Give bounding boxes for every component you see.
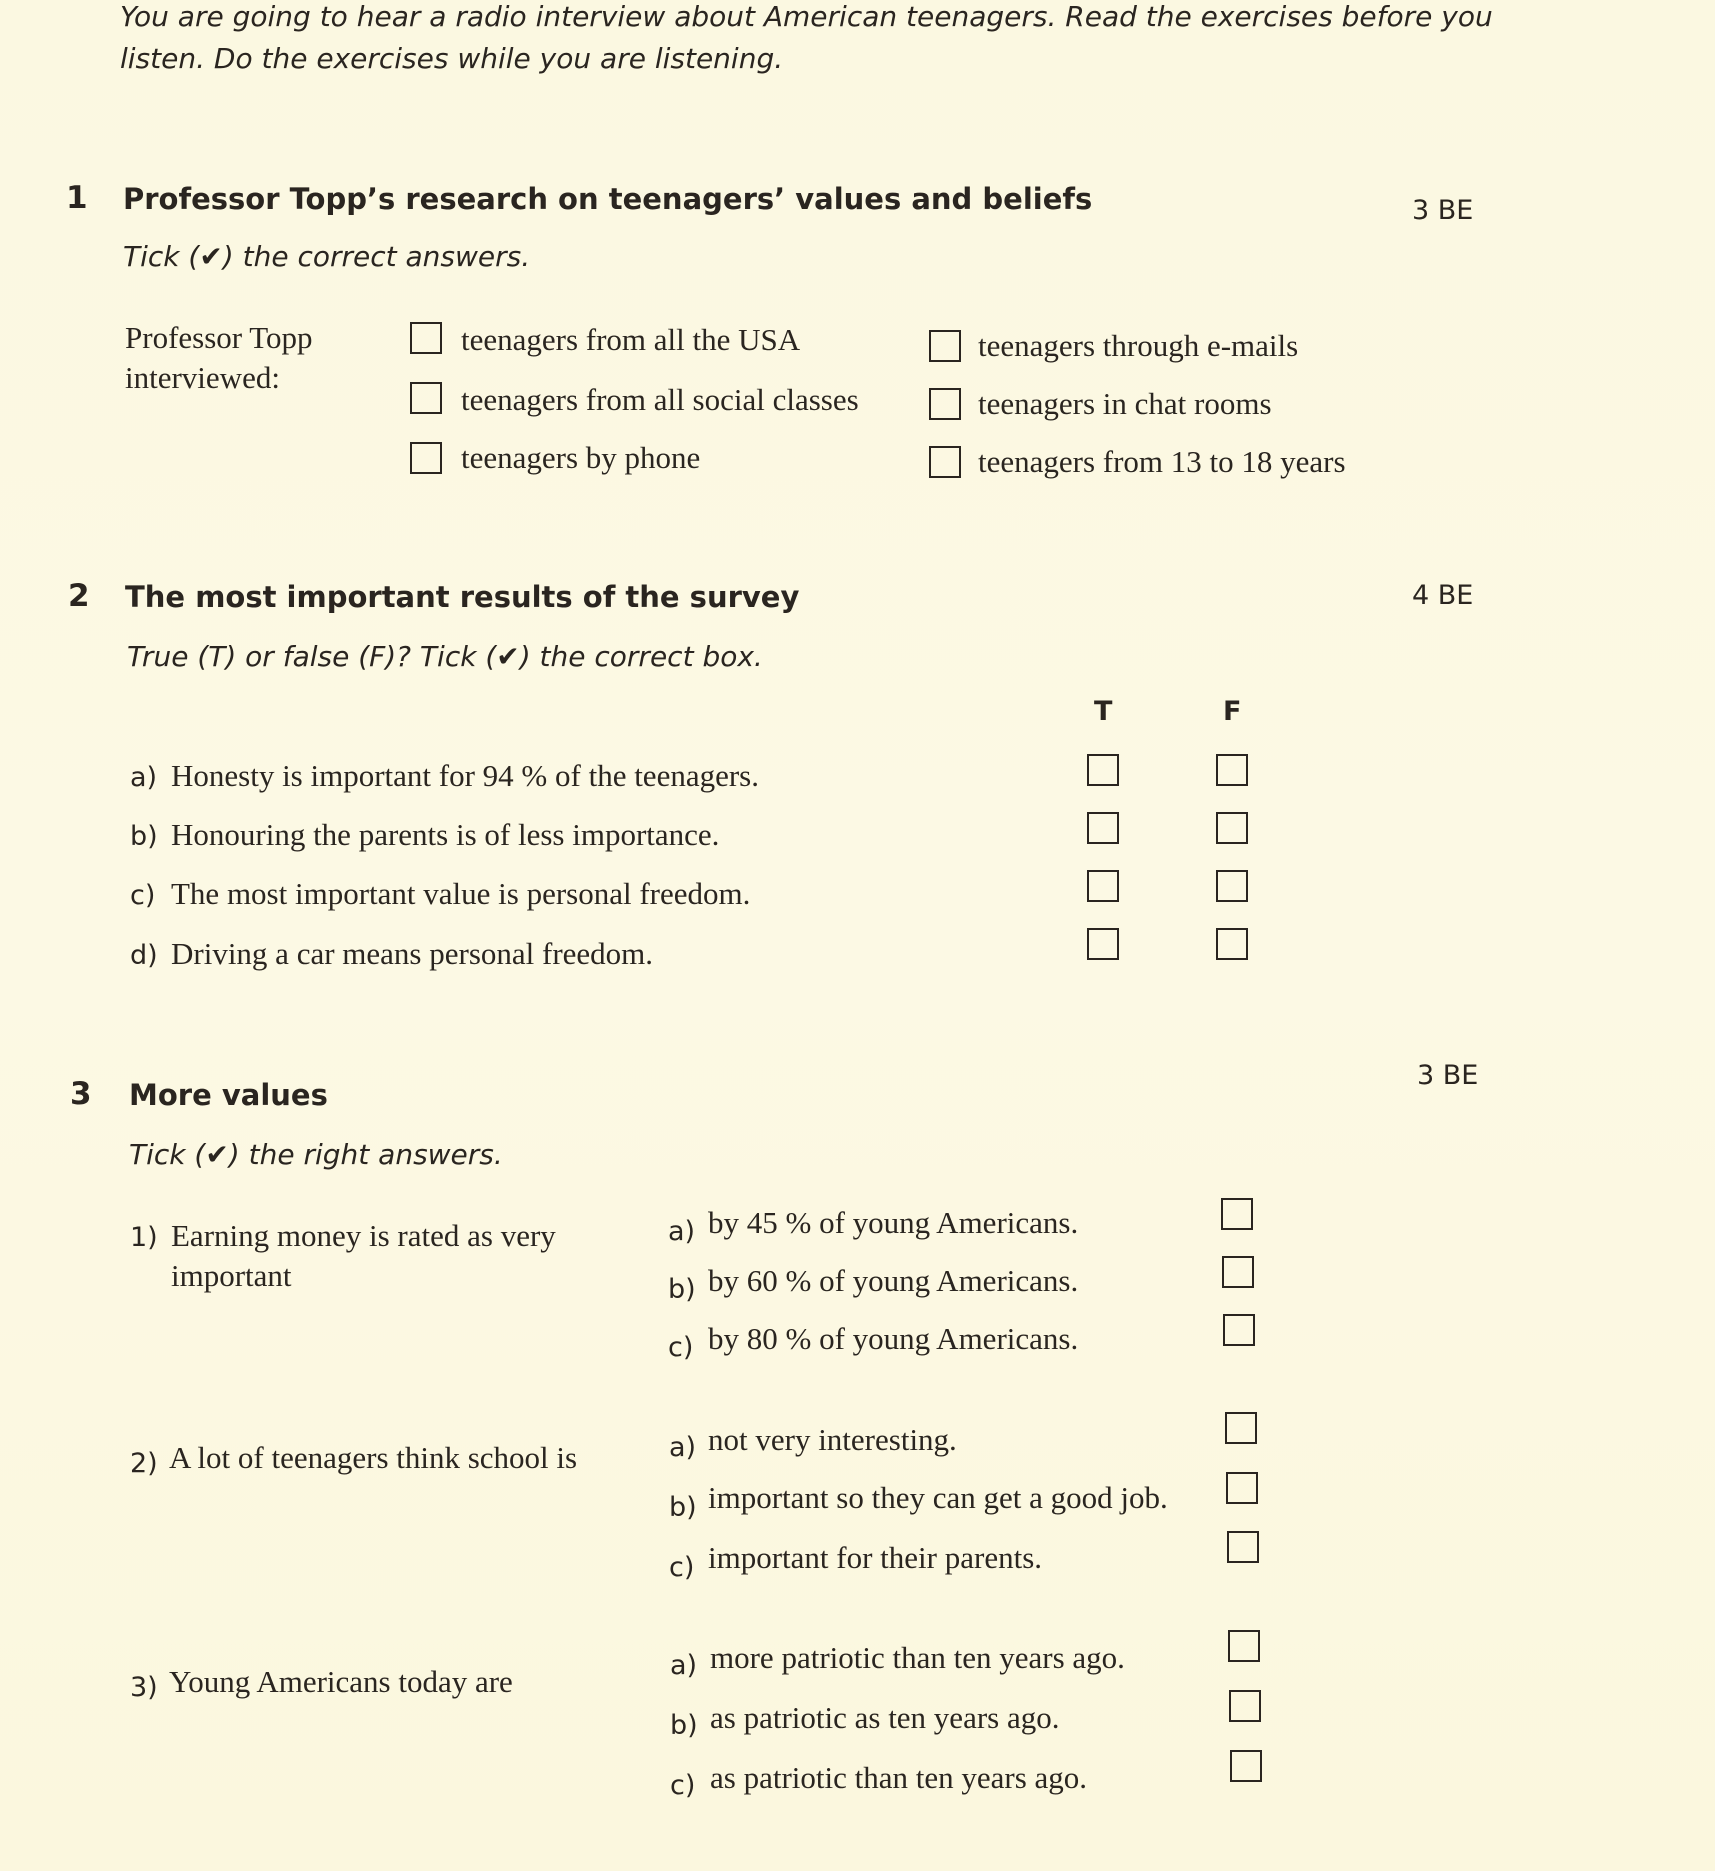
q3-option-a-text: more patriotic than ten years ago. bbox=[710, 1640, 1125, 1675]
checkmark-icon: ✔ bbox=[205, 1138, 229, 1171]
checkbox-q3-b[interactable] bbox=[1229, 1690, 1261, 1722]
question-1-text-line-1: Earning money is rated as very bbox=[171, 1218, 556, 1253]
checkbox-statement-c-true[interactable] bbox=[1087, 870, 1119, 902]
statement-b-text: Honouring the parents is of less importance. bbox=[171, 817, 720, 852]
statement-d-text: Driving a car means personal freedom. bbox=[171, 936, 654, 971]
statement-c-label: c) bbox=[130, 880, 156, 911]
checkbox-statement-a-false[interactable] bbox=[1216, 754, 1248, 786]
question-3-label: 3) bbox=[130, 1672, 158, 1703]
exercise-1-number: 1 bbox=[66, 180, 88, 216]
q1-option-c-label: c) bbox=[668, 1332, 694, 1363]
intro-line-1: You are going to hear a radio interview about American teenagers. Read the exercises before you bbox=[120, 0, 1493, 33]
q1-option-b-label: b) bbox=[668, 1274, 696, 1305]
checkbox-statement-d-true[interactable] bbox=[1087, 928, 1119, 960]
option-ex1-right-2: teenagers in chat rooms bbox=[978, 386, 1272, 421]
q2-option-a-text: not very interesting. bbox=[708, 1422, 957, 1457]
q2-option-a-label: a) bbox=[669, 1432, 697, 1463]
statement-d-label: d) bbox=[130, 940, 158, 971]
column-header-true: T bbox=[1094, 696, 1113, 727]
checkbox-q3-a[interactable] bbox=[1228, 1630, 1260, 1662]
statement-c-text: The most important value is personal freedom. bbox=[171, 876, 751, 911]
q2-option-b-label: b) bbox=[669, 1492, 697, 1523]
checkbox-q3-c[interactable] bbox=[1230, 1750, 1262, 1782]
statement-b-label: b) bbox=[130, 821, 158, 852]
exercise-2-instruction: True (T) or false (F)? Tick (✔) the correct box. bbox=[127, 640, 763, 673]
q1-option-c-text: by 80 % of young Americans. bbox=[708, 1321, 1079, 1356]
checkbox-statement-b-false[interactable] bbox=[1216, 812, 1248, 844]
exercise-1-stem-line-1: Professor Topp bbox=[125, 320, 313, 355]
checkbox-ex1-left-1[interactable] bbox=[410, 322, 442, 354]
checkbox-ex1-right-3[interactable] bbox=[929, 446, 961, 478]
exercise-1-instruction: Tick (✔) the correct answers. bbox=[123, 240, 531, 273]
q2-option-b-text: important so they can get a good job. bbox=[708, 1480, 1168, 1515]
checkbox-statement-c-false[interactable] bbox=[1216, 870, 1248, 902]
checkbox-statement-d-false[interactable] bbox=[1216, 928, 1248, 960]
q2-option-c-text: important for their parents. bbox=[708, 1540, 1043, 1575]
exercise-3-instruction: Tick (✔) the right answers. bbox=[129, 1138, 503, 1171]
checkmark-icon: ✔ bbox=[496, 640, 520, 673]
q3-option-c-text: as patriotic than ten years ago. bbox=[710, 1760, 1088, 1795]
q1-option-b-text: by 60 % of young Americans. bbox=[708, 1263, 1079, 1298]
exercise-1-title: Professor Topp’s research on teenagers’ values and beliefs bbox=[123, 182, 1093, 216]
option-ex1-right-1: teenagers through e-mails bbox=[978, 328, 1299, 363]
option-ex1-left-3: teenagers by phone bbox=[461, 440, 701, 475]
q3-option-a-label: a) bbox=[670, 1650, 698, 1681]
q1-option-a-label: a) bbox=[668, 1216, 696, 1247]
exercise-2-number: 2 bbox=[68, 578, 90, 614]
checkbox-q1-b[interactable] bbox=[1222, 1256, 1254, 1288]
q3-option-c-label: c) bbox=[670, 1770, 696, 1801]
option-ex1-left-1: teenagers from all the USA bbox=[461, 322, 801, 357]
option-ex1-right-3: teenagers from 13 to 18 years bbox=[978, 444, 1346, 479]
exercise-2-points: 4 BE bbox=[1412, 580, 1474, 611]
checkbox-ex1-right-1[interactable] bbox=[929, 330, 961, 362]
question-3-text-line-1: Young Americans today are bbox=[169, 1664, 513, 1699]
checkbox-q1-c[interactable] bbox=[1223, 1314, 1255, 1346]
checkmark-icon: ✔ bbox=[199, 240, 223, 273]
exercise-2-title: The most important results of the survey bbox=[125, 580, 800, 614]
checkbox-ex1-left-3[interactable] bbox=[410, 442, 442, 474]
option-ex1-left-2: teenagers from all social classes bbox=[461, 382, 859, 417]
column-header-false: F bbox=[1223, 696, 1242, 727]
question-1-text-line-2: important bbox=[171, 1258, 292, 1293]
checkbox-q2-c[interactable] bbox=[1227, 1531, 1259, 1563]
checkbox-q1-a[interactable] bbox=[1221, 1198, 1253, 1230]
exercise-3-title: More values bbox=[129, 1078, 328, 1112]
intro-line-2: listen. Do the exercises while you are listening. bbox=[120, 42, 784, 75]
exercise-3-number: 3 bbox=[70, 1076, 92, 1112]
exercise-3-points: 3 BE bbox=[1417, 1060, 1479, 1091]
checkbox-q2-a[interactable] bbox=[1225, 1412, 1257, 1444]
question-1-label: 1) bbox=[130, 1222, 158, 1253]
statement-a-text: Honesty is important for 94 % of the teenagers. bbox=[171, 758, 759, 793]
checkbox-q2-b[interactable] bbox=[1226, 1472, 1258, 1504]
question-2-label: 2) bbox=[130, 1448, 158, 1479]
q2-option-c-label: c) bbox=[669, 1552, 695, 1583]
q3-option-b-text: as patriotic as ten years ago. bbox=[710, 1700, 1060, 1735]
statement-a-label: a) bbox=[130, 762, 158, 793]
q3-option-b-label: b) bbox=[670, 1710, 698, 1741]
exercise-1-stem-line-2: interviewed: bbox=[125, 360, 280, 395]
checkbox-ex1-right-2[interactable] bbox=[929, 388, 961, 420]
q1-option-a-text: by 45 % of young Americans. bbox=[708, 1205, 1079, 1240]
checkbox-statement-a-true[interactable] bbox=[1087, 754, 1119, 786]
checkbox-statement-b-true[interactable] bbox=[1087, 812, 1119, 844]
question-2-text-line-1: A lot of teenagers think school is bbox=[169, 1440, 578, 1475]
checkbox-ex1-left-2[interactable] bbox=[410, 382, 442, 414]
exercise-1-points: 3 BE bbox=[1412, 195, 1474, 226]
